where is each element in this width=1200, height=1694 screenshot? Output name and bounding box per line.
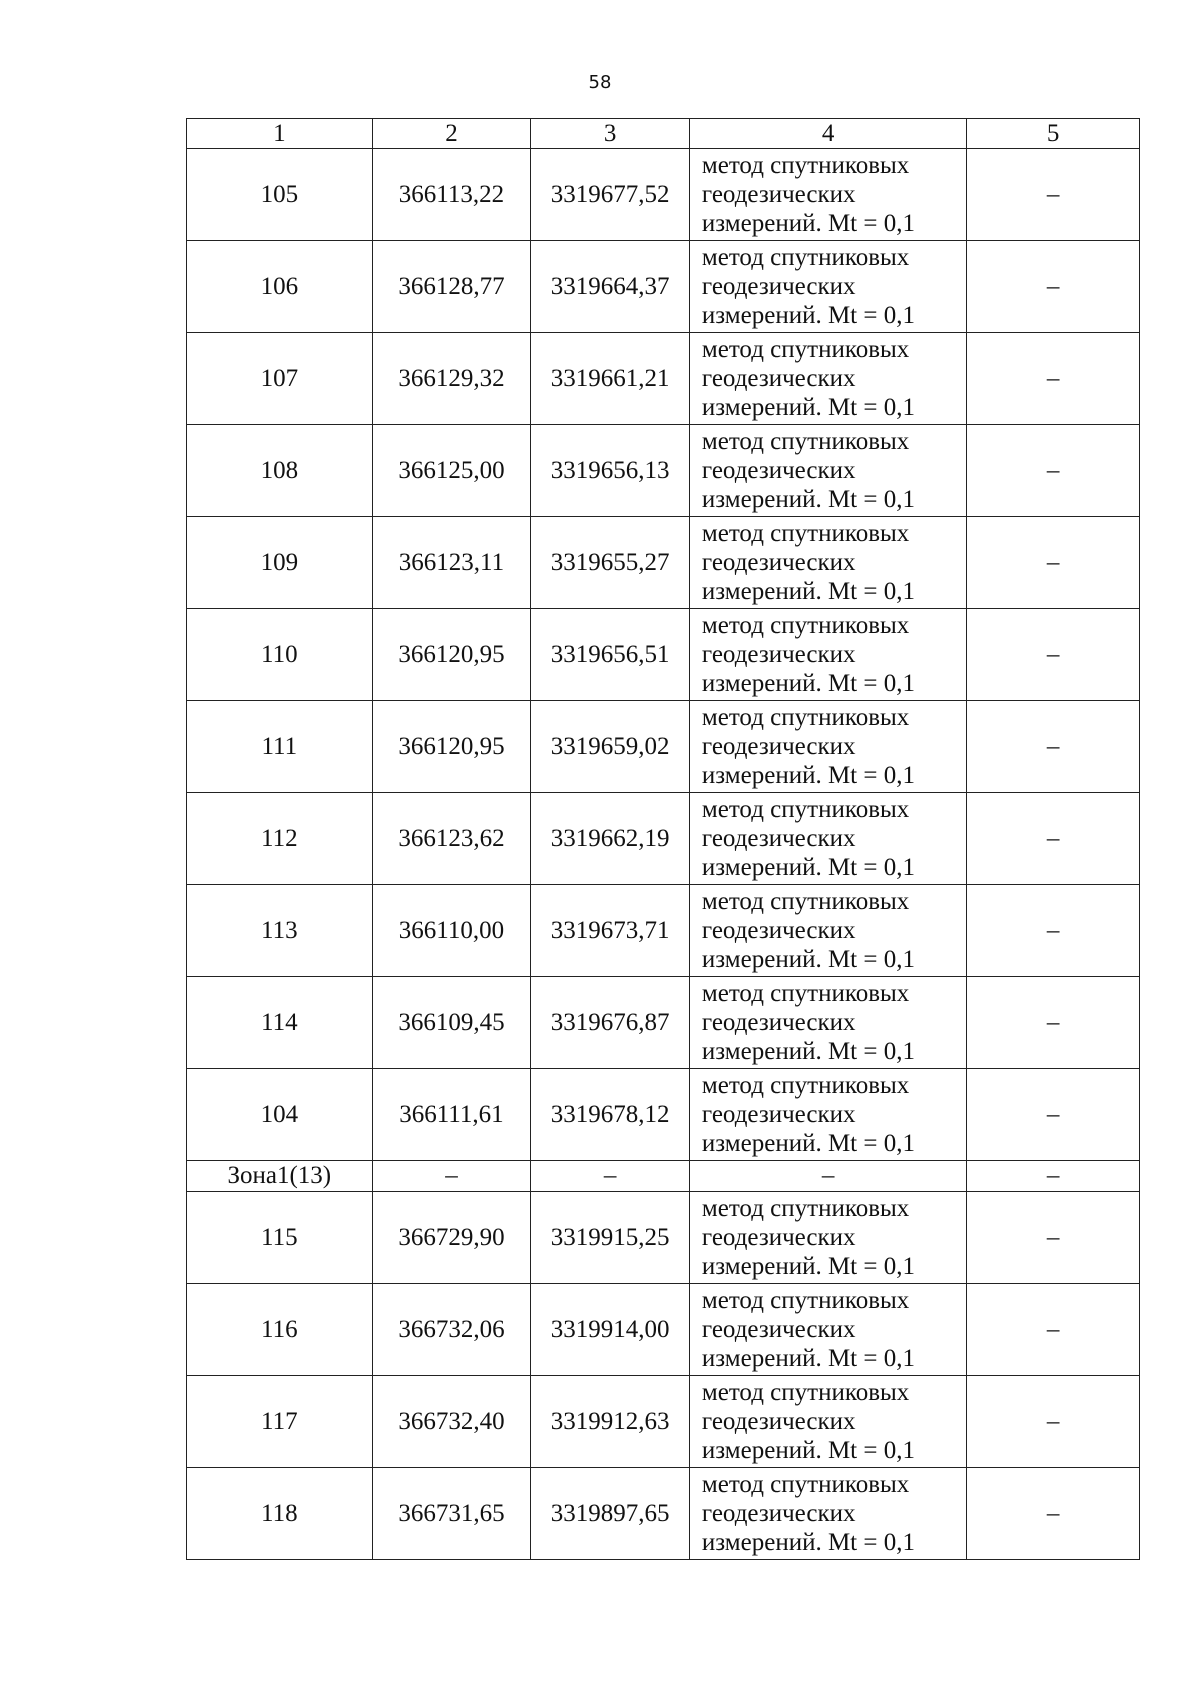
method-line: метод спутниковых	[701, 888, 910, 915]
method-cell	[689, 1192, 966, 1284]
method-line: геодезических	[701, 1101, 856, 1128]
method-line: метод спутниковых	[701, 428, 910, 455]
y-coordinate-cell: 3319676,87	[531, 977, 690, 1069]
description-cell: –	[967, 1468, 1140, 1560]
description-cell: –	[967, 701, 1140, 793]
point-number-cell: 112	[187, 793, 373, 885]
x-coordinate-cell: 366111,61	[372, 1069, 531, 1161]
y-coordinate-cell: 3319673,71	[531, 885, 690, 977]
table-row	[187, 1284, 1140, 1376]
column-header-1: 1	[187, 119, 373, 149]
method-cell	[689, 1284, 966, 1376]
point-number-cell: 104	[187, 1069, 373, 1161]
description-cell: –	[967, 1069, 1140, 1161]
method-cell	[689, 977, 966, 1069]
method-line: измерений. Mt = 0,1	[701, 394, 915, 421]
y-coordinate-cell: 3319656,51	[531, 609, 690, 701]
x-coordinate-cell: 366123,11	[372, 517, 531, 609]
method-line: измерений. Mt = 0,1	[701, 670, 915, 697]
method-line: метод спутниковых	[701, 796, 910, 823]
zone-description-cell: –	[967, 1161, 1140, 1192]
method-line: измерений. Mt = 0,1	[701, 1345, 915, 1372]
method-line: метод спутниковых	[701, 1072, 910, 1099]
method-line: метод спутниковых	[701, 1471, 910, 1498]
method-line: измерений. Mt = 0,1	[701, 486, 915, 513]
method-line: геодезических	[701, 1500, 856, 1527]
method-line: метод спутниковых	[701, 1379, 910, 1406]
point-number-cell: 118	[187, 1468, 373, 1560]
method-line: метод спутниковых	[701, 704, 910, 731]
x-coordinate-cell: 366732,06	[372, 1284, 531, 1376]
method-line: метод спутниковых	[701, 152, 910, 179]
method-line: геодезических	[701, 365, 856, 392]
method-line: геодезических	[701, 457, 856, 484]
x-coordinate-cell: 366731,65	[372, 1468, 531, 1560]
table-row	[187, 1376, 1140, 1468]
column-header-4: 4	[689, 119, 966, 149]
y-coordinate-cell: 3319659,02	[531, 701, 690, 793]
description-cell: –	[967, 149, 1140, 241]
method-line: измерений. Mt = 0,1	[701, 1130, 915, 1157]
point-number-cell: 116	[187, 1284, 373, 1376]
point-number-cell: 109	[187, 517, 373, 609]
point-number-cell: 117	[187, 1376, 373, 1468]
method-cell	[689, 609, 966, 701]
method-line: измерений. Mt = 0,1	[701, 946, 915, 973]
column-header-2: 2	[372, 119, 531, 149]
method-cell	[689, 333, 966, 425]
zone-row	[187, 1161, 1140, 1192]
description-cell: –	[967, 1284, 1140, 1376]
method-line: метод спутниковых	[701, 1287, 910, 1314]
point-number-cell: 113	[187, 885, 373, 977]
method-cell	[689, 1468, 966, 1560]
method-line: геодезических	[701, 1009, 856, 1036]
description-cell: –	[967, 793, 1140, 885]
method-cell	[689, 149, 966, 241]
method-line: геодезических	[701, 273, 856, 300]
description-cell: –	[967, 885, 1140, 977]
description-cell: –	[967, 1376, 1140, 1468]
method-line: измерений. Mt = 0,1	[701, 1529, 915, 1556]
x-coordinate-cell: 366732,40	[372, 1376, 531, 1468]
method-cell	[689, 885, 966, 977]
x-coordinate-cell: 366123,62	[372, 793, 531, 885]
y-coordinate-cell: 3319655,27	[531, 517, 690, 609]
description-cell: –	[967, 333, 1140, 425]
method-line: измерений. Mt = 0,1	[701, 578, 915, 605]
table-row	[187, 425, 1140, 517]
method-line: геодезических	[701, 549, 856, 576]
table-row	[187, 793, 1140, 885]
method-cell	[689, 1376, 966, 1468]
method-line: измерений. Mt = 0,1	[701, 1038, 915, 1065]
description-cell: –	[967, 977, 1140, 1069]
coordinates-table	[186, 118, 1140, 1560]
table-body	[187, 149, 1140, 1560]
zone-method-cell: –	[689, 1161, 966, 1192]
description-cell: –	[967, 1192, 1140, 1284]
method-line: геодезических	[701, 1224, 856, 1251]
table-row	[187, 609, 1140, 701]
table-row	[187, 977, 1140, 1069]
method-cell	[689, 425, 966, 517]
method-line: геодезических	[701, 181, 856, 208]
table-row	[187, 1192, 1140, 1284]
method-line: метод спутниковых	[701, 1195, 910, 1222]
method-line: измерений. Mt = 0,1	[701, 302, 915, 329]
method-cell	[689, 793, 966, 885]
method-cell	[689, 1069, 966, 1161]
method-line: метод спутниковых	[701, 336, 910, 363]
point-number-cell: 108	[187, 425, 373, 517]
y-coordinate-cell: 3319914,00	[531, 1284, 690, 1376]
x-coordinate-cell: 366110,00	[372, 885, 531, 977]
method-line: метод спутниковых	[701, 612, 910, 639]
x-coordinate-cell: 366109,45	[372, 977, 531, 1069]
x-coordinate-cell: 366129,32	[372, 333, 531, 425]
description-cell: –	[967, 517, 1140, 609]
x-coordinate-cell: 366128,77	[372, 241, 531, 333]
page-number: 58	[588, 72, 612, 93]
table-row	[187, 701, 1140, 793]
y-coordinate-cell: 3319678,12	[531, 1069, 690, 1161]
method-line: геодезических	[701, 641, 856, 668]
method-line: метод спутниковых	[701, 980, 910, 1007]
method-line: измерений. Mt = 0,1	[701, 854, 915, 881]
header-row	[187, 119, 1140, 149]
table-row	[187, 885, 1140, 977]
method-line: геодезических	[701, 733, 856, 760]
method-line: измерений. Mt = 0,1	[701, 762, 915, 789]
y-coordinate-cell: 3319661,21	[531, 333, 690, 425]
table-row	[187, 149, 1140, 241]
table-row	[187, 241, 1140, 333]
method-cell	[689, 701, 966, 793]
table-row	[187, 1069, 1140, 1161]
zone-label-cell: Зона1(13)	[187, 1161, 373, 1192]
x-coordinate-cell: 366729,90	[372, 1192, 531, 1284]
y-coordinate-cell: 3319656,13	[531, 425, 690, 517]
point-number-cell: 115	[187, 1192, 373, 1284]
column-header-3: 3	[531, 119, 690, 149]
method-line: геодезических	[701, 1316, 856, 1343]
y-coordinate-cell: 3319915,25	[531, 1192, 690, 1284]
point-number-cell: 110	[187, 609, 373, 701]
method-line: измерений. Mt = 0,1	[701, 1253, 915, 1280]
description-cell: –	[967, 609, 1140, 701]
y-coordinate-cell: 3319677,52	[531, 149, 690, 241]
x-coordinate-cell: 366113,22	[372, 149, 531, 241]
method-cell	[689, 517, 966, 609]
zone-x-cell: –	[372, 1161, 531, 1192]
method-line: геодезических	[701, 1408, 856, 1435]
point-number-cell: 114	[187, 977, 373, 1069]
table-row	[187, 333, 1140, 425]
method-line: измерений. Mt = 0,1	[701, 1437, 915, 1464]
method-line: метод спутниковых	[701, 244, 910, 271]
x-coordinate-cell: 366125,00	[372, 425, 531, 517]
zone-y-cell: –	[531, 1161, 690, 1192]
table-row	[187, 517, 1140, 609]
method-line: измерений. Mt = 0,1	[701, 210, 915, 237]
y-coordinate-cell: 3319664,37	[531, 241, 690, 333]
description-cell: –	[967, 241, 1140, 333]
y-coordinate-cell: 3319912,63	[531, 1376, 690, 1468]
method-cell	[689, 241, 966, 333]
method-line: геодезических	[701, 825, 856, 852]
table-row	[187, 1468, 1140, 1560]
y-coordinate-cell: 3319662,19	[531, 793, 690, 885]
description-cell: –	[967, 425, 1140, 517]
point-number-cell: 111	[187, 701, 373, 793]
x-coordinate-cell: 366120,95	[372, 701, 531, 793]
x-coordinate-cell: 366120,95	[372, 609, 531, 701]
method-line: геодезических	[701, 917, 856, 944]
method-line: метод спутниковых	[701, 520, 910, 547]
point-number-cell: 105	[187, 149, 373, 241]
point-number-cell: 106	[187, 241, 373, 333]
column-header-5: 5	[967, 119, 1140, 149]
y-coordinate-cell: 3319897,65	[531, 1468, 690, 1560]
point-number-cell: 107	[187, 333, 373, 425]
